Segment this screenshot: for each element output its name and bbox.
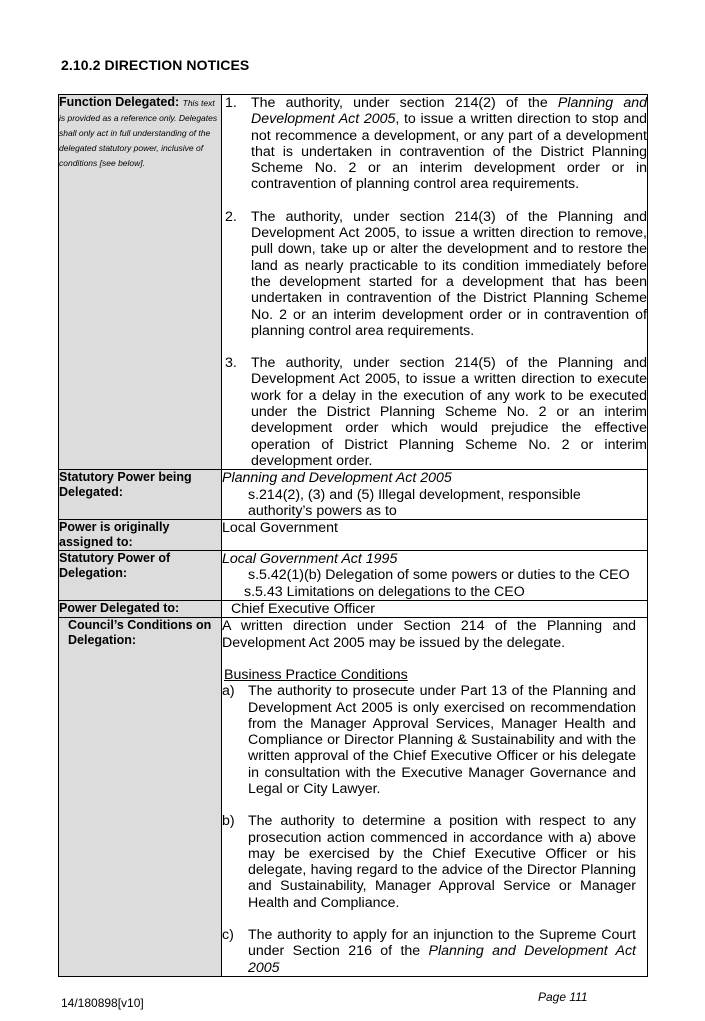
list-item-number: 1. (225, 95, 237, 111)
list-item-number: c) (222, 927, 234, 944)
conditions-intro: A written direction under Section 214 of the Planning and Development Act 2005 may be issued by the delegate. (222, 618, 636, 651)
list-item (222, 95, 647, 193)
list-item-number: b) (222, 813, 235, 830)
statutory-delegation-label: Statutory Power of Delegation: (59, 551, 222, 601)
delegated-to-label: Power Delegated to: (59, 601, 222, 618)
row-conditions (59, 618, 648, 977)
delegation-table (58, 94, 648, 977)
row-delegated-to (59, 601, 648, 618)
list-item (222, 683, 636, 797)
list-item (222, 355, 647, 469)
act-title: Planning and Development Act 2005 (248, 943, 637, 976)
list-item (222, 813, 636, 911)
act-title: Planning and Development Act 2005 (251, 95, 647, 128)
row-function-delegated (59, 95, 648, 470)
section-heading: 2.10.2 DIRECTION NOTICES (61, 57, 250, 73)
conditions-value-cell (222, 618, 648, 977)
function-delegated-label-cell (59, 95, 222, 470)
delegation-section-line: s.5.43 Limitations on delegations to the CEO (244, 583, 525, 600)
statutory-delegation-value-cell (222, 551, 648, 601)
row-statutory-delegation (59, 551, 648, 601)
statutory-power-label: Statutory Power being Delegated: (59, 470, 222, 520)
row-statutory-power (59, 470, 648, 520)
list-item-number: a) (222, 683, 235, 700)
conditions-label: Council’s Conditions on Delegation: (59, 618, 222, 977)
row-originally-assigned (59, 520, 648, 551)
page-number: Page 111 (538, 990, 588, 1004)
originally-assigned-label: Power is originally assigned to: (59, 520, 222, 551)
function-delegated-value-cell (222, 95, 648, 470)
act-title: Planning and Development Act 2005 (222, 470, 452, 487)
list-item-number: 2. (225, 208, 237, 225)
list-item-text: The authority, under section 214(5) of the Planning and Development Act 2005, to issue a written direction to execute work for a delay in the execution of any work to be executed under the District Planning Scheme No. 2 or an interim development order which would prejudice the effective operation of District Planning Scheme No. 2 or interim development order. (251, 355, 647, 469)
originally-assigned-value: Local Government (222, 520, 648, 551)
delegated-to-value: Chief Executive Officer (222, 601, 648, 618)
function-delegated-note: This text is provided as a reference only. Delegates shall only act in full understanding of the delegated statutory power, inclusive of conditions [see below]. (59, 98, 218, 168)
statutory-power-detail: s.214(2), (3) and (5) Illegal development, responsible authority’s powers as to (248, 486, 581, 519)
list-item-text: The authority, under section 214(3) of the Planning and Development Act 2005, to issue a written direction to remove, pull down, take up or alter the development and to restore the land as nearly practicable to its condition immediately before the development started for a development that has been undertaken in contravention of the District Planning Scheme No. 2 or an interim development order or in contravention of planning control area requirements. (251, 208, 647, 339)
list-item-text: The authority to apply for an injunction to the Supreme Court under Section 216 of the Planning and Development Act 2005 (248, 927, 637, 976)
list-item-text: The authority to prosecute under Part 13 of the Planning and Development Act 2005 is only exercised on recommendation from the Manager Approval Services, Manager Health and Compliance or Director Planning & Sustainability and with the written approval of the Chief Executive Officer or his delegate in consultation with the Executive Manager Governance and Legal or City Lawyer. (248, 683, 636, 797)
delegation-section-line: s.5.42(1)(b) Delegation of some powers or duties to the CEO (248, 567, 630, 584)
list-item-text: The authority to determine a position with respect to any prosecution action commenced in accordance with a) above may be exercised by the Chief Executive Officer or his delegate, having regard to the advice of the Director Planning and Sustainability, Manager Approval Service or Manager Health and Compliance. (248, 813, 636, 911)
list-item-number: 3. (225, 355, 237, 372)
document-reference: 14/180898[v10] (61, 996, 144, 1010)
business-practice-heading: Business Practice Conditions (224, 666, 408, 683)
list-item (222, 927, 636, 976)
statutory-power-value-cell (222, 470, 648, 520)
act-title: Local Government Act 1995 (222, 551, 398, 568)
list-item (222, 209, 647, 339)
list-item-text: The authority, under section 214(2) of the Planning and Development Act 2005, to issue a written direction to stop and not recommence a development, or any part of a development that is undertaken in contravention of the District Planning Scheme No. 2 or an interim development order or in contravention of planning control area requirements. (251, 95, 647, 193)
function-delegated-label: Function Delegated: (59, 95, 180, 109)
